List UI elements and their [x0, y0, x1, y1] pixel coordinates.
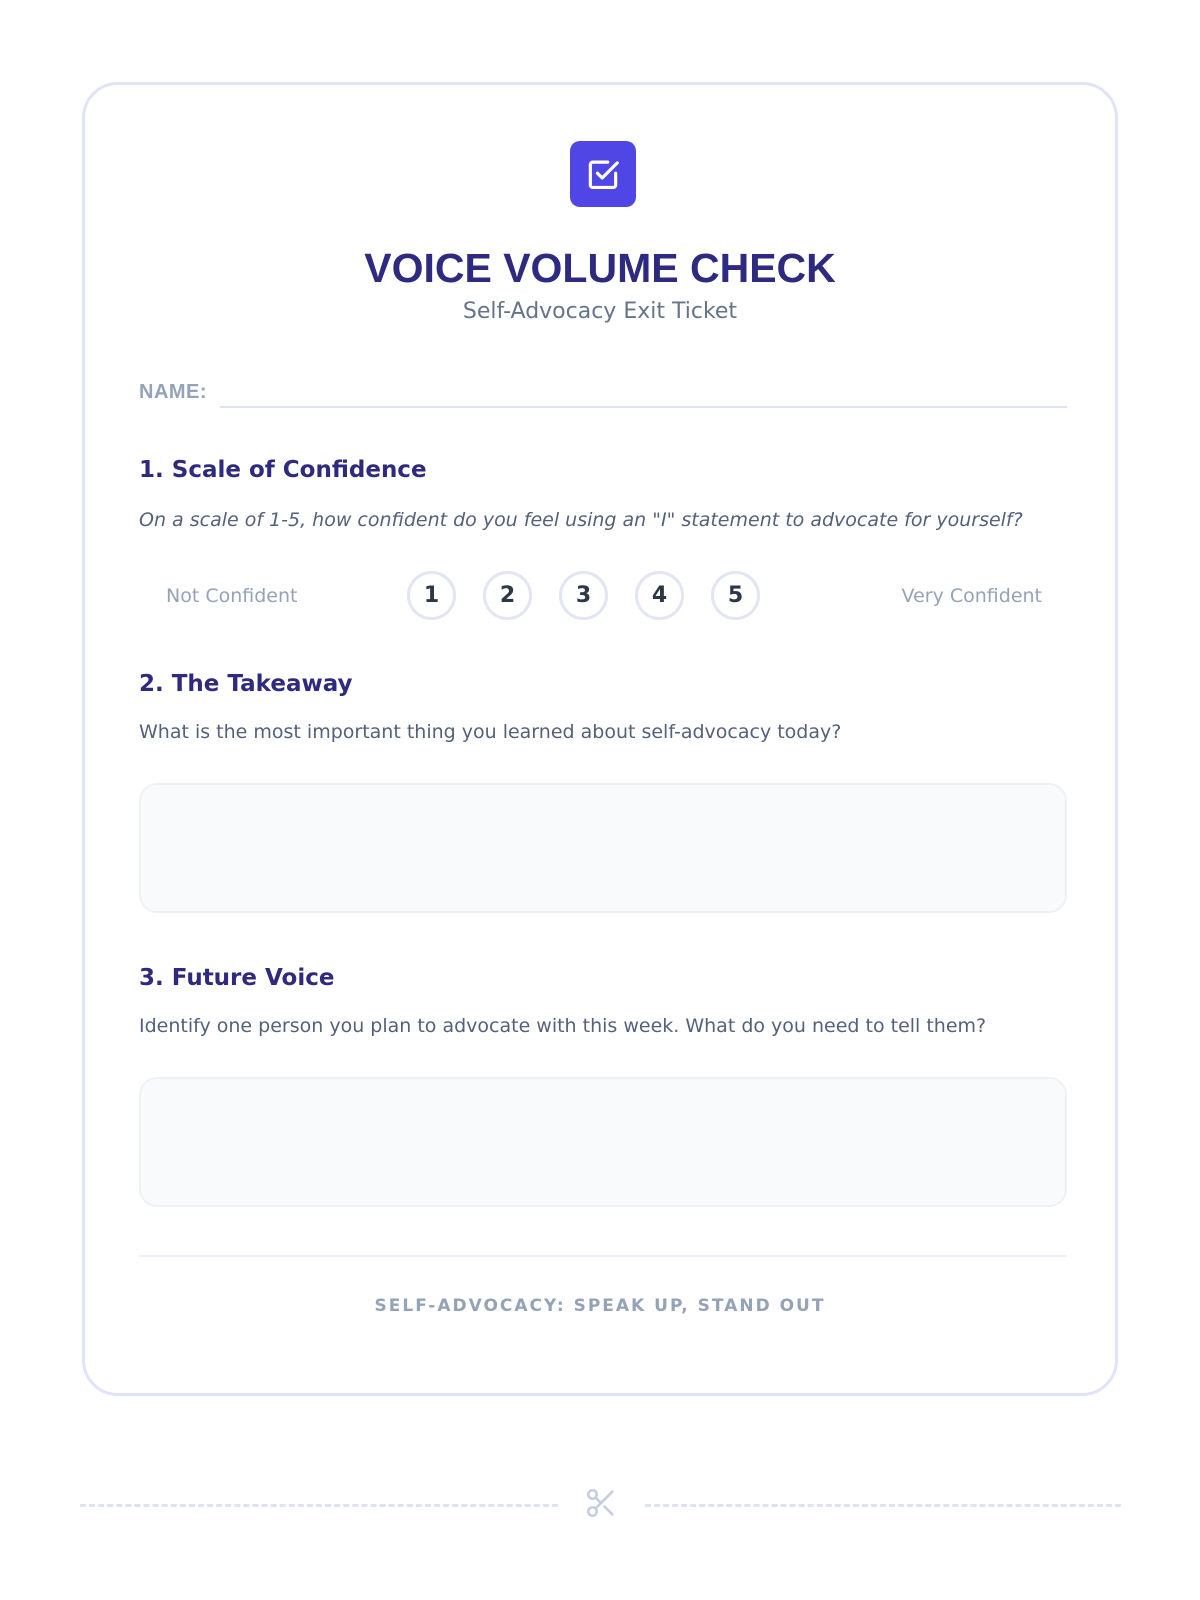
cut-line-left — [80, 1504, 558, 1507]
question-1-heading: 1. Scale of Confidence — [139, 457, 427, 483]
scale-low-label: Not Confident — [166, 585, 298, 607]
question-2-prompt: What is the most important thing you learned about self-advocacy today? — [139, 721, 842, 743]
scale-high-label: Very Confident — [901, 585, 1042, 607]
footer-tagline: SELF-ADVOCACY: SPEAK UP, STAND OUT — [374, 1296, 826, 1316]
page-title: VOICE VOLUME CHECK — [364, 245, 836, 291]
question-3-heading: 3. Future Voice — [139, 965, 335, 991]
confidence-scale — [139, 569, 1069, 625]
scale-option-3[interactable]: 3 — [559, 571, 608, 620]
exit-ticket-card — [82, 82, 1118, 1396]
future-voice-answer-box[interactable] — [139, 1077, 1067, 1207]
cut-line-right — [645, 1504, 1121, 1507]
question-3-prompt: Identify one person you plan to advocate with this week. What do you need to tell them? — [139, 1015, 987, 1037]
scale-option-1[interactable]: 1 — [407, 571, 456, 620]
scale-options — [407, 571, 760, 620]
name-label: NAME: — [139, 381, 208, 403]
question-1-prompt: On a scale of 1-5, how confident do you feel using an "I" statement to advocate for yourself? — [139, 509, 1023, 531]
name-field[interactable] — [220, 406, 1067, 408]
footer-divider — [139, 1255, 1067, 1257]
name-row — [139, 381, 1069, 411]
checkbox-icon — [570, 141, 636, 207]
takeaway-answer-box[interactable] — [139, 783, 1067, 913]
scale-option-5[interactable]: 5 — [711, 571, 760, 620]
scale-option-4[interactable]: 4 — [635, 571, 684, 620]
question-2-heading: 2. The Takeaway — [139, 671, 353, 697]
scissors-icon — [584, 1486, 618, 1520]
page-subtitle: Self-Advocacy Exit Ticket — [462, 299, 738, 324]
scale-option-2[interactable]: 2 — [483, 571, 532, 620]
